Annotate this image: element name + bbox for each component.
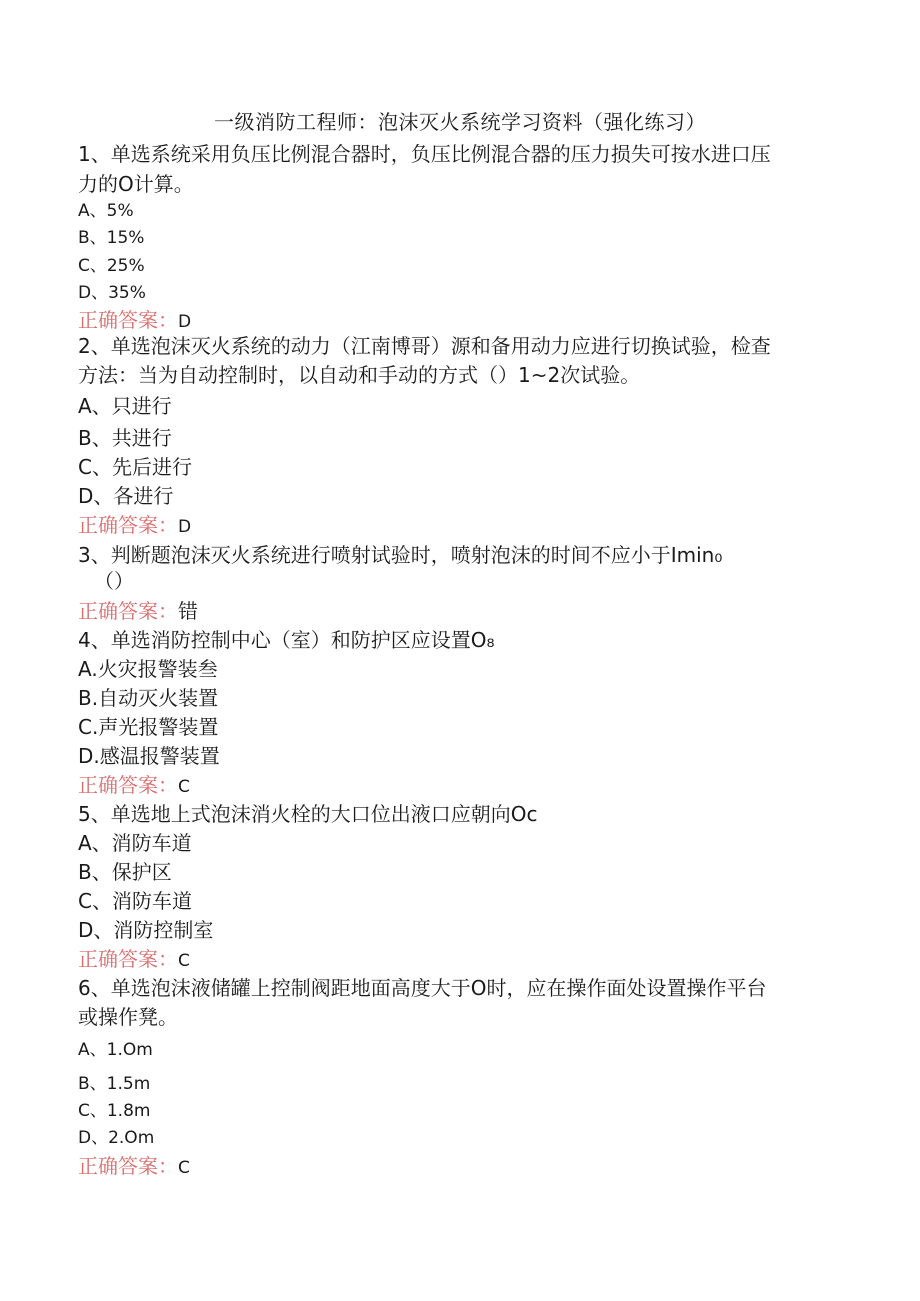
question-3-line-2: （） <box>94 569 134 593</box>
question-2-line-1: 2、单选泡沫灭火系统的动力（江南博哥）源和备用动力应进行切换试验，检查 <box>78 334 771 358</box>
answer-value: C <box>178 1158 190 1178</box>
question-5-option-b: B、保护区 <box>78 860 172 884</box>
question-3-line-1: 3、判断题泡沫灭火系统进行喷射试验时，喷射泡沫的时间不应小于Imin₀ <box>78 543 723 567</box>
question-6-option-d: D、2.Om <box>78 1128 155 1148</box>
question-2-answer <box>78 511 191 541</box>
question-5-line-1: 5、单选地上式泡沫消火栓的大口位出液口应朝向Oc <box>78 802 538 826</box>
question-6-answer <box>78 1152 190 1182</box>
question-5-option-a: A、消防车道 <box>78 831 192 855</box>
question-1-option-b: B、15% <box>78 228 145 248</box>
question-1-option-a: A、5% <box>78 201 134 221</box>
question-4-option-d: D.感温报警装置 <box>78 744 220 768</box>
answer-label: 正确答案： <box>78 773 178 797</box>
answer-label: 正确答案： <box>78 308 178 332</box>
question-1-line-1: 1、单选系统采用负压比例混合器时，负压比例混合器的压力损失可按水进口压 <box>78 142 771 166</box>
question-6-option-c: C、1.8m <box>78 1101 151 1121</box>
question-4-answer <box>78 771 190 801</box>
question-2-option-d: D、各进行 <box>78 484 174 508</box>
question-4-option-b: B.自动灭火装置 <box>78 686 219 710</box>
question-2-line-2: 方法：当为自动控制时，以自动和手动的方式（）1~2次试验。 <box>78 363 641 387</box>
question-2-option-c: C、先后进行 <box>78 455 192 479</box>
answer-value: C <box>178 951 190 971</box>
answer-value: D <box>178 517 192 537</box>
question-1-line-2: 力的O计算。 <box>78 172 194 196</box>
question-5-option-d: D、消防控制室 <box>78 918 214 942</box>
question-5-option-c: C、消防车道 <box>78 889 192 913</box>
document-title: 一级消防工程师：泡沫灭火系统学习资料（强化练习） <box>214 110 706 134</box>
question-1-option-c: C、25% <box>78 256 145 276</box>
question-4-option-a: A.火灾报警装叁 <box>78 657 218 681</box>
question-2-option-b: B、共进行 <box>78 426 172 450</box>
answer-value: C <box>178 777 190 797</box>
question-4-line-1: 4、单选消防控制中心（室）和防护区应设置O₈ <box>78 628 495 652</box>
question-6-option-a: A、1.Om <box>78 1040 153 1060</box>
question-3-answer <box>78 597 198 625</box>
question-6-line-1: 6、单选泡沫液储罐上控制阀距地面高度大于O时，应在操作面处设置操作平台 <box>78 976 767 1000</box>
answer-label: 正确答案： <box>78 513 178 537</box>
question-6-line-2: 或操作凳。 <box>78 1005 178 1029</box>
answer-label: 正确答案： <box>78 599 178 623</box>
question-2-option-a: A、只进行 <box>78 394 172 418</box>
answer-value: 错 <box>178 599 198 623</box>
question-1-option-d: D、35% <box>78 283 146 303</box>
answer-label: 正确答案： <box>78 1154 178 1178</box>
answer-label: 正确答案： <box>78 947 178 971</box>
question-5-answer <box>78 945 190 975</box>
answer-value: D <box>178 312 192 332</box>
question-4-option-c: C.声光报警装置 <box>78 715 219 739</box>
question-6-option-b: B、1.5m <box>78 1074 151 1094</box>
